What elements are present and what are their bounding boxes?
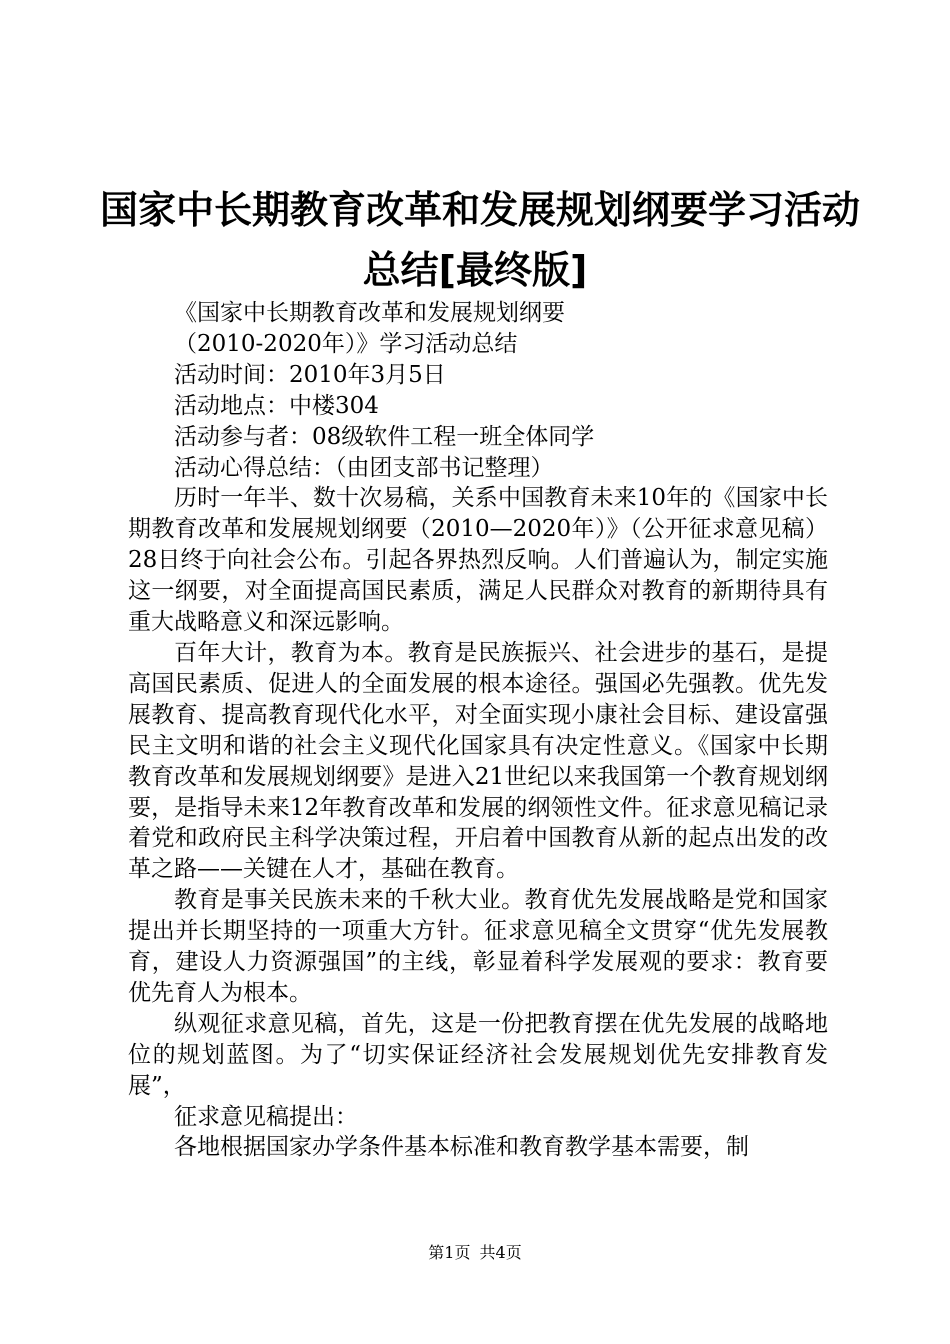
paragraph: 征求意见稿提出： — [174, 1103, 358, 1130]
activity-participants: 活动参与者：08级软件工程一班全体同学 — [174, 423, 595, 450]
activity-location: 活动地点：中楼304 — [174, 392, 379, 419]
document-title-line-1: 国家中长期教育改革和发展规划纲要学习活动 — [100, 188, 861, 232]
document-body — [128, 298, 828, 1163]
paragraph: 纵观征求意见稿，首先，这是一份把教育摆在优先发展的战略地位的规划蓝图。为了“切实保证经济社会发展规划优先安排教育发展”， — [128, 1010, 828, 1099]
page-number: 第1页 — [428, 1243, 471, 1262]
page-footer — [0, 1245, 950, 1261]
paragraph: 历时一年半、数十次易稿，关系中国教育未来10年的《国家中长期教育改革和发展规划纲要（2010—2020年）》（公开征求意见稿）28日终于向社会公布。引起各界热烈反响。人们普遍认为，制定实施这一纲要，对全面提高国民素质，满足人民群众对教育的新期待具有重大战略意义和深远影响。 — [128, 485, 828, 636]
paragraph: 百年大计，教育为本。教育是民族振兴、社会进步的基石，是提高国民素质、促进人的全面发展的根本途径。强国必先强教。优先发展教育、提高教育现代化水平，对全面实现小康社会目标、建设富强民主文明和谐的社会主义现代化国家具有决定性意义。《国家中长期教育改革和发展规划纲要》是进入21世纪以来我国第一个教育规划纲要，是指导未来12年教育改革和发展的纲领性文件。征求意见稿记录着党和政府民主科学决策过程，开启着中国教育从新的起点出发的改革之路——关键在人才，基础在教育。 — [128, 639, 828, 883]
subtitle-line-2: （2010-2020年）》学习活动总结 — [174, 330, 518, 357]
activity-time: 活动时间：2010年3月5日 — [174, 361, 446, 388]
activity-summary-note: 活动心得总结：（由团支部书记整理） — [174, 454, 554, 481]
document-title-line-2: 总结[最终版] — [362, 248, 588, 292]
paragraph: 教育是事关民族未来的千秋大业。教育优先发展战略是党和国家提出并长期坚持的一项重大方针。征求意见稿全文贯穿“优先发展教育，建设人力资源强国”的主线，彰显着科学发展观的要求：教育要优先育人为根本。 — [128, 887, 828, 1006]
page-total: 共4页 — [479, 1243, 522, 1262]
paragraph: 各地根据国家办学条件基本标准和教育教学基本需要，制 — [174, 1134, 749, 1161]
subtitle-line-1: 《国家中长期教育改革和发展规划纲要 — [174, 300, 565, 326]
